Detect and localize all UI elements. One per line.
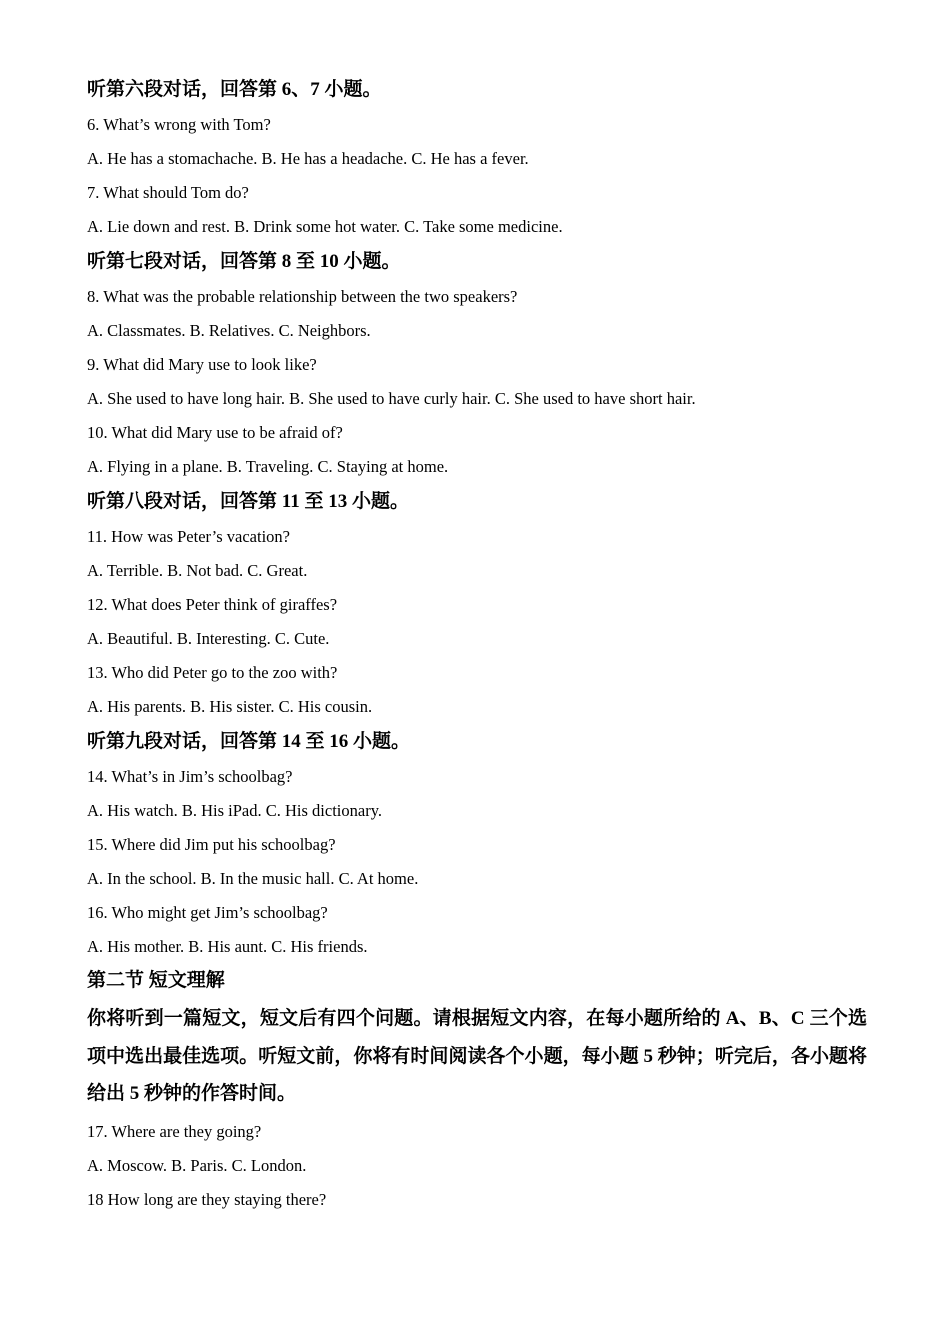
section-2-title: 第二节 短文理解	[87, 970, 225, 991]
question-17: 17. Where are they going?	[87, 1121, 262, 1141]
question-13-options: A. His parents. B. His sister. C. His cousin.	[87, 697, 373, 716]
question-14: 14. What’s in Jim’s schoolbag?	[87, 767, 293, 786]
question-7-options: A. Lie down and rest. B. Drink some hot water. C. Take some medicine.	[87, 217, 563, 236]
question-6-options: A. He has a stomachache. B. He has a headache. C. He has a fever.	[87, 149, 529, 168]
question-16-options: A. His mother. B. His aunt. C. His friends.	[87, 937, 368, 956]
question-7: 7. What should Tom do?	[87, 183, 249, 202]
question-15-options: A. In the school. B. In the music hall. C. At home.	[87, 869, 419, 888]
question-11: 11. How was Peter’s vacation?	[87, 527, 290, 546]
question-13: 13. Who did Peter go to the zoo with?	[87, 663, 338, 682]
question-17-options: A. Moscow. B. Paris. C. London.	[87, 1155, 307, 1175]
section-2-instructions: 你将听到一篇短文，短文后有四个问题。请根据短文内容，在每小题所给的 A、B、C 三个选项中选出最佳选项。听短文前，你将有时间阅读各个小题，每小题 5 秒钟；听完后，各小题将给出 5 秒钟的作答时间。	[87, 1008, 867, 1104]
question-9: 9. What did Mary use to look like?	[87, 355, 317, 374]
dialog-9-heading: 听第九段对话，回答第 14 至 16 小题。	[87, 731, 411, 752]
exam-page	[87, 72, 867, 1217]
question-9-options: A. She used to have long hair. B. She used to have curly hair. C. She used to have short hair.	[87, 389, 696, 408]
question-6: 6. What’s wrong with Tom?	[87, 115, 271, 134]
question-15: 15. Where did Jim put his schoolbag?	[87, 835, 336, 854]
question-10-options: A. Flying in a plane. B. Traveling. C. Staying at home.	[87, 457, 449, 476]
dialog-8-heading: 听第八段对话，回答第 11 至 13 小题。	[87, 491, 409, 512]
question-12: 12. What does Peter think of giraffes?	[87, 595, 338, 614]
dialog-6-heading: 听第六段对话，回答第 6、7 小题。	[87, 79, 382, 100]
question-12-options: A. Beautiful. B. Interesting. C. Cute.	[87, 629, 330, 648]
question-16: 16. Who might get Jim’s schoolbag?	[87, 903, 328, 922]
question-8-options: A. Classmates. B. Relatives. C. Neighbors.	[87, 321, 371, 340]
question-18: 18 How long are they staying there?	[87, 1189, 327, 1209]
question-8: 8. What was the probable relationship between the two speakers?	[87, 287, 518, 306]
question-10: 10. What did Mary use to be afraid of?	[87, 423, 343, 442]
question-14-options: A. His watch. B. His iPad. C. His dictionary.	[87, 801, 382, 820]
dialog-7-heading: 听第七段对话，回答第 8 至 10 小题。	[87, 251, 401, 272]
question-11-options: A. Terrible. B. Not bad. C. Great.	[87, 561, 308, 580]
